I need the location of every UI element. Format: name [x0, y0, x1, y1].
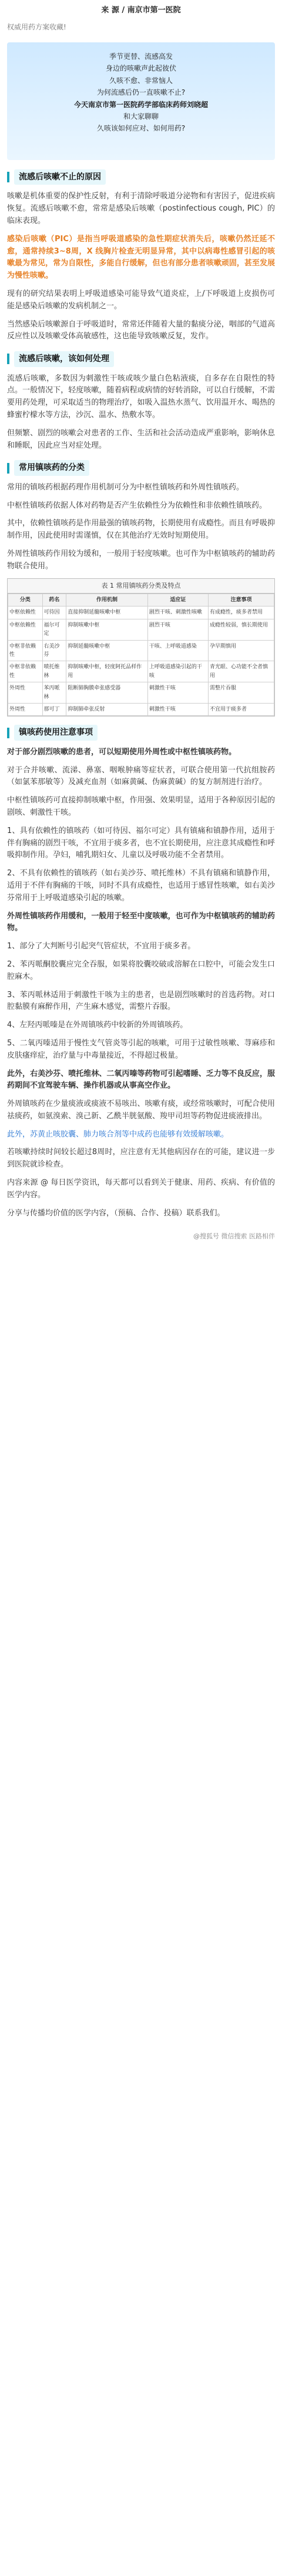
table-header-cell: 作用机制: [66, 594, 148, 606]
table-row: [8, 619, 274, 640]
section-title: 流感后咳嗽不止的原因: [14, 169, 106, 185]
hero-line: 为何流感后仍一直咳嗽不止?: [96, 88, 186, 97]
table: [8, 594, 274, 716]
paragraph: 1、具有依赖性的镇咳药（如可待因、福尔可定）具有镇痛和镇静作用，适用于伴有胸痛的剧烈干咳，不宜用于痰多者，也不宜长期使用，应注意其成瘾性和呼吸抑制作用。孕妇，哺乳期妇女、儿童以及呼吸功能不全者禁用。: [7, 826, 275, 860]
paragraph: 常用的镇咳药根据药理作用机制可分为中枢性镇咳药和外周性镇咳药。: [7, 482, 244, 492]
table-cell: 喷托维林: [42, 661, 66, 682]
table-cell: 外周性: [8, 703, 43, 715]
table-cell: 阻断肺胸膜牵张感受器: [66, 682, 148, 704]
paragraph: 2、苯丙哌酮胶囊应完全吞服，如果将胶囊咬破或溶解在口腔中，可能会发生口腔麻木。: [7, 959, 275, 981]
closing-paragraph: 若咳嗽持续时间较长超过8周时，应注意有无其他病因存在的可能，建议进一步到医院就诊检查。: [7, 1148, 275, 1169]
paragraph: 当然感染后咳嗽源自于呼吸道时，常常还伴随着大量的黏痰分泌，咽部的气道高反应性以及咳嗽受体高敏感性，这也能导致咳嗽反复，发作。: [7, 319, 275, 341]
hero-line: 今天南京市第一医院药学部临床药师刘晓超: [73, 100, 208, 109]
table-cell: 青光眼、心功能不全者慎用: [208, 661, 274, 682]
table-cell: 刺激性干咳: [147, 703, 208, 715]
table-cell: 苯丙哌林: [42, 682, 66, 704]
table-header-cell: 适应证: [147, 594, 208, 606]
table-cell: 中枢非依赖性: [8, 661, 43, 682]
paragraph: 但频繁、剧烈的咳嗽会对患者的工作、生活和社会活动造成严重影响，影响休息和睡眠，因此应当对症处理。: [7, 428, 275, 450]
table-cell: 那可丁: [42, 703, 66, 715]
paragraph-emphasis: 对于部分剧烈咳嗽的患者，可以短期使用外周性或中枢性镇咳药物。: [7, 747, 237, 757]
section-heading: [7, 460, 275, 475]
table-cell: 上呼吸道感染引起的干咳: [147, 661, 208, 682]
table-row: [8, 703, 274, 715]
section-title: 镇咳药使用注意事项: [14, 725, 98, 740]
table-row: [8, 661, 274, 682]
paragraph: 流感后咳嗽，多数因为刺激性干咳或咳少量白色粘液痰，自多存在自限性的特点。一般情况下，轻度咳嗽，随着病程或病情的好转消除，可以自行缓解，不需要用药处理，可采取适当的物理治疗，如吸入温热水蒸气、饮用温开水、喝热的蜂蜜柠檬水等方法，沙沉、温水、热敷水等。: [7, 374, 275, 419]
table-cell: 抑制咳嗽中枢，轻度阿托品样作用: [66, 661, 148, 682]
table-cell: 中枢非依赖性: [8, 640, 43, 661]
table-cell: 外周性: [8, 682, 43, 704]
paragraph: 1、部分了大判断号引起突气管症状，不宜用于痰多者。: [7, 942, 196, 951]
table-cell: 抑制咳嗽中枢: [66, 619, 148, 640]
paragraph: 中枢性镇咳药依据人体对药物是否产生依赖性分为依赖性和非依赖性镇咳药。: [7, 501, 267, 510]
table-cell: 需整片吞服: [208, 682, 274, 704]
table-header-cell: 分类: [8, 594, 43, 606]
paragraph: 3、苯丙哌林适用于刺激性干咳为主的患者，也是剧烈咳嗽时的首选药物。对口腔黏膜有麻醉作用，产生麻木感觉，需整片吞服。: [7, 990, 275, 1012]
section-heading: [7, 351, 275, 366]
table-caption: 表 1 常用镇咳药分类及特点: [8, 579, 274, 594]
table-cell: 右美沙芬: [42, 640, 66, 661]
table-cell: 刺激性干咳: [147, 682, 208, 704]
paragraph: 对于合并咳嗽、流涕、鼻塞、咽喉肿痛等症状者，可联合使用第一代抗组胺药（如氯苯那敏等）及减充血剂（如麻黄碱、伪麻黄碱）的复方制剂进行治疗。: [7, 765, 275, 787]
hero-line: 季节更替、流感高发: [109, 52, 173, 61]
top-note: 权威用药方案收藏!: [7, 22, 66, 31]
section-accent: [7, 172, 9, 182]
table-cell: 抑制肺牵张反射: [66, 703, 148, 715]
table-cell: 抑制延髓咳嗽中枢: [66, 640, 148, 661]
table-cell: 剧烈干咳: [147, 619, 208, 640]
paragraph-emphasis: 此外，右美沙芬、喷托维林、二氧丙嗪等药物可引起嗜睡、乏力等不良反应，服药期间不宜驾驶车辆、操作机器或从事高空作业。: [7, 1069, 275, 1091]
table-cell: 可待因: [42, 606, 66, 619]
hero-line: 久咳不愈、非常恼人: [109, 76, 173, 85]
table-cell: 有成瘾性，痰多者禁用: [208, 606, 274, 619]
table-cell: 直接抑制延髓咳嗽中枢: [66, 606, 148, 619]
table-cell: 福尔可定: [42, 619, 66, 640]
section-accent: [7, 463, 9, 474]
section-title: 流感后咳嗽，该如何处理: [14, 351, 114, 366]
hero-line: 久咳该如何应对、如何用药?: [96, 124, 186, 133]
table-cell: 成瘾性较弱，慎长期使用: [208, 619, 274, 640]
table-header-cell: 药名: [42, 594, 66, 606]
hero-line: 和大家聊聊: [123, 112, 159, 121]
paragraph-highlight: 此外，苏黄止咳胶囊、肺力咳合剂等中成药也能够有效缓解咳嗽。: [7, 1129, 229, 1139]
closing-paragraph: 内容来源 @ 每日医学资讯，每天都可以看到关于健康、用药、疾病、有价值的医学内容。: [7, 1178, 275, 1199]
paragraph: 现有的研究结果表明上呼吸道感染可能导致气道炎症，上/下呼吸道上皮损伤可能是感染后咳嗽的发病机制之一。: [7, 289, 275, 311]
paragraph-emphasis: 外周性镇咳药作用缓和，一般用于轻至中度咳嗽，也可作为中枢镇咳药的辅助药物。: [7, 911, 275, 933]
table-header-row: [8, 594, 274, 606]
section-accent: [7, 354, 9, 364]
hero-line: 身边的咳嗽声此起彼伏: [105, 64, 176, 73]
table-row: [8, 606, 274, 619]
section-accent: [7, 728, 9, 738]
watermark-footer: @搜狐号 微信搜索 医路相伴: [193, 1232, 275, 1241]
paragraph: 5、二氧丙嗪适用于慢性支气管炎等引起的咳嗽，可用于过敏性咳嗽、荨麻疹和皮肤瘙痒症，治疗量与中毒量接近，不得超过极量。: [7, 1038, 275, 1060]
drug-classification-table: [7, 578, 275, 717]
source-line: 来 源 / 南京市第一医院: [101, 6, 181, 15]
paragraph: 2、不具有依赖性的镇咳药（如右美沙芬、喷托维林）不具有镇痛和镇静作用，适用于不伴有胸痛的干咳，同时不具有成瘾性，也适用于感冒性咳嗽，如右美沙芬常用于上呼吸道感染引起的咳嗽。: [7, 869, 275, 902]
paragraph: 外周镇咳药在少量痰液或痰液不易咳出、咳嗽有痰，或经常咳嗽时，可配合使用祛痰药，如氨溴索、溴己新、乙酰半胱氨酸、羧甲司坦等药物促进痰液排出。: [7, 1099, 275, 1121]
paragraph: 其中，依赖性镇咳药是作用最强的镇咳药物，长期使用有成瘾性。而且有呼吸抑制作用，因此使用时需谨慎，仅在其他治疗无效时短期使用。: [7, 519, 275, 541]
paragraph: 咳嗽是机体重要的保护性反射，有利于清除呼吸道分泌物和有害因子，促进疾病恢复。流感后咳嗽不愈，常常是感染后咳嗽（postinfectious cough, PIC）的临床表现。: [7, 192, 275, 225]
table-cell: 孕早期慎用: [208, 640, 274, 661]
table-cell: 干咳、上呼吸道感染: [147, 640, 208, 661]
section-heading: [7, 725, 275, 740]
paragraph-emphasis: 感染后咳嗽（PIC）是指当呼吸道感染的急性期症状消失后，咳嗽仍然迁延不愈，通常持续3~8周，X 线胸片检查无明显异常，其中以病毒性感冒引起的咳嗽最为常见，常为自限性，多能自行缓解，但也有部分患者咳嗽顽固，甚至发展为慢性咳嗽。: [7, 234, 275, 281]
paragraph: 4、左羟丙哌嗪是在外周镇咳药中较新的外周镇咳药。: [7, 1021, 188, 1030]
table-row: [8, 640, 274, 661]
table-cell: 不宜用于痰多者: [208, 703, 274, 715]
hero-banner: [7, 42, 275, 160]
table-cell: 中枢依赖性: [8, 606, 43, 619]
section-title: 常用镇咳药的分类: [14, 460, 89, 475]
table-header-cell: 注意事项: [208, 594, 274, 606]
table-cell: 中枢依赖性: [8, 619, 43, 640]
section-heading: [7, 169, 275, 185]
closing-paragraph: 分享与传播均价值的医学内容，（预稿、合作、投稿）联系我们。: [7, 1208, 225, 1218]
table-row: [8, 682, 274, 704]
paragraph: 中枢性镇咳药可直接抑制咳嗽中枢，作用强、效果明显，适用于各种原因引起的剧咳、刺激性干咳。: [7, 796, 275, 817]
table-cell: 剧烈干咳、刺激性咳嗽: [147, 606, 208, 619]
paragraph: 外周性镇咳药作用较为缓和，一般用于轻度咳嗽。也可作为中枢镇咳药的辅助药物联合使用。: [7, 549, 275, 571]
